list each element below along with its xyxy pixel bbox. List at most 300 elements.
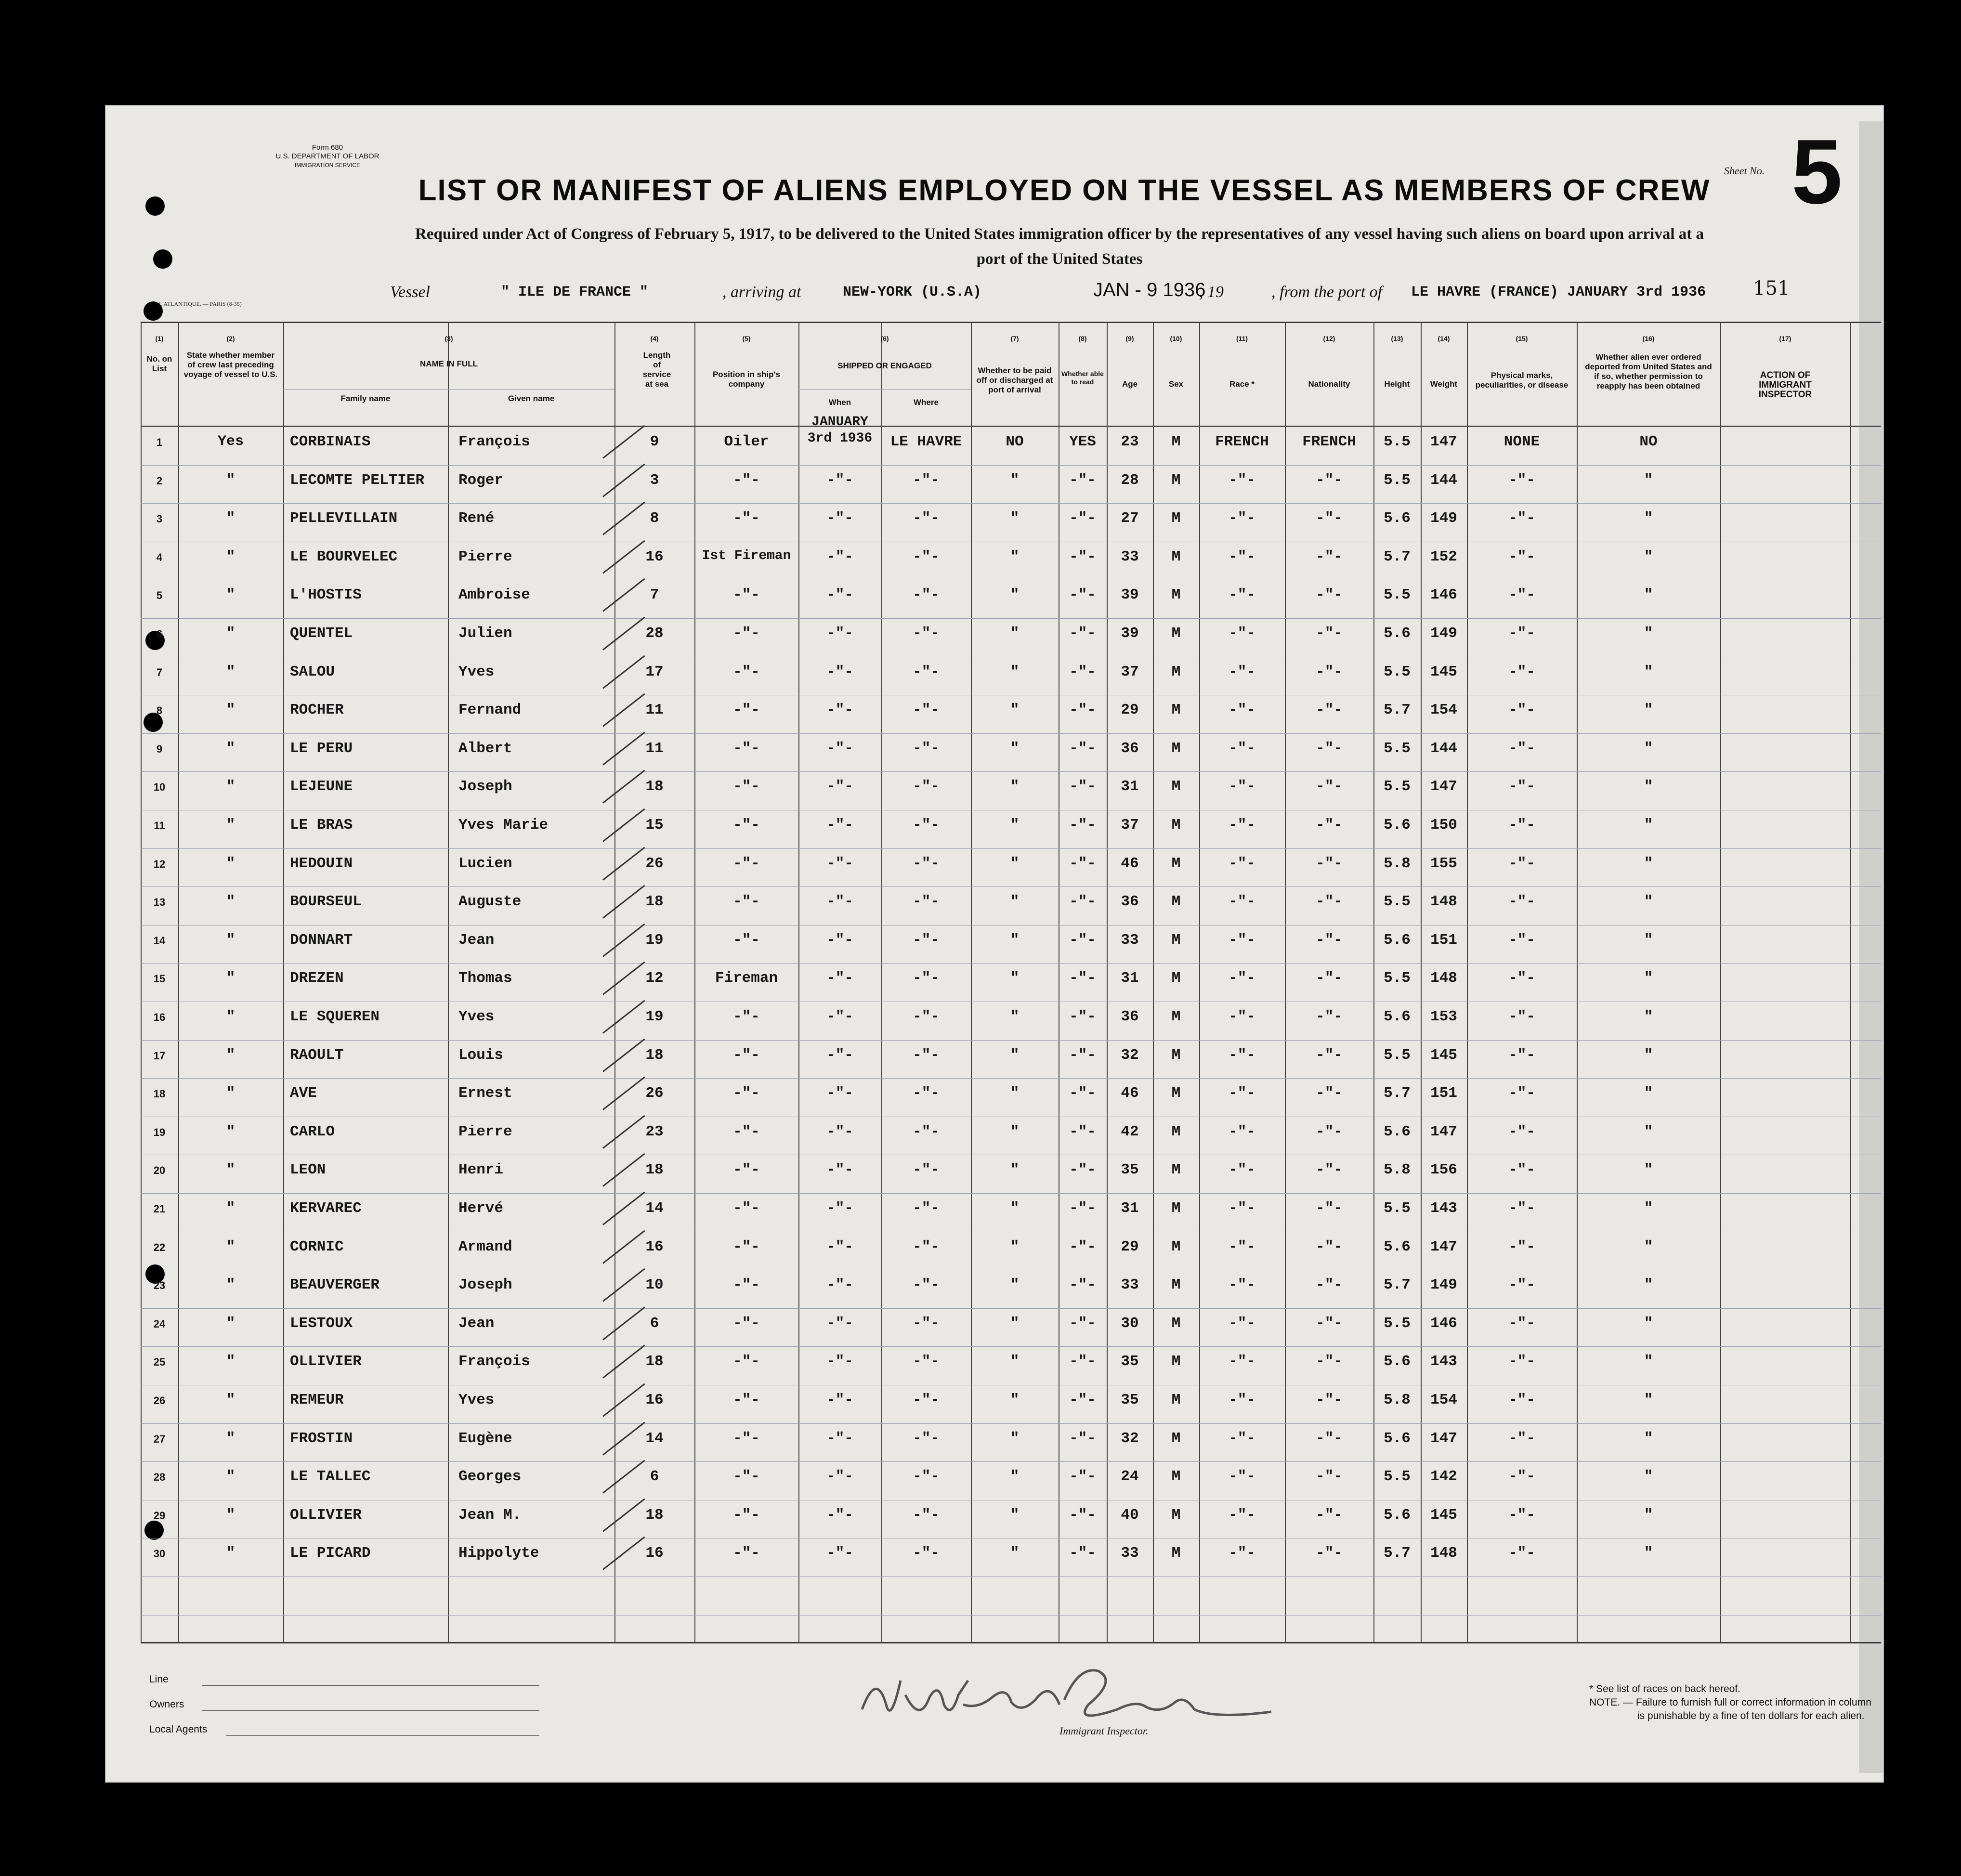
service-years: 6 [650, 1315, 659, 1332]
service-years: 17 [645, 664, 664, 680]
physical-marks: -"- [1508, 1085, 1535, 1102]
row-rule [141, 1078, 1881, 1079]
row-number: 21 [153, 1203, 166, 1215]
age: 32 [1121, 1430, 1139, 1447]
row-rule [141, 322, 1881, 323]
paid-off: " [1010, 1085, 1020, 1102]
row-number: 5 [156, 589, 163, 601]
able-to-read: -"- [1069, 472, 1096, 489]
height: 5.8 [1384, 855, 1411, 872]
row-number: 30 [153, 1548, 166, 1560]
weight: 143 [1430, 1353, 1457, 1370]
height: 5.7 [1384, 1085, 1411, 1102]
shipped-when: JANUARY 3rd 1936 [807, 415, 873, 446]
physical-marks: -"- [1508, 932, 1535, 949]
previous-voyage: " [226, 1392, 235, 1408]
row-number: 2 [156, 475, 163, 487]
service-years: 16 [645, 1545, 664, 1562]
height: 5.7 [1384, 548, 1411, 565]
printer-note: L'ATLANTIQUE. — PARIS (8-35) [159, 300, 242, 307]
shipped-where: -"- [913, 1008, 940, 1025]
height: 5.6 [1384, 1123, 1411, 1140]
age: 42 [1121, 1123, 1139, 1140]
position: -"- [733, 893, 760, 910]
height: 5.6 [1384, 1353, 1411, 1370]
row-number: 22 [153, 1241, 166, 1253]
shipped-where: -"- [913, 1200, 940, 1217]
deported: " [1644, 855, 1653, 872]
shipped-when: -"- [826, 1008, 853, 1025]
row-rule [798, 389, 971, 390]
weight: 146 [1430, 1315, 1457, 1332]
shipped-when: -"- [826, 893, 853, 910]
service-years: 11 [645, 702, 664, 718]
service-years: 19 [645, 932, 664, 949]
department: U.S. DEPARTMENT OF LABOR [275, 152, 379, 160]
col3-family-header: Family name [340, 394, 391, 403]
service-years: 16 [645, 1238, 664, 1255]
sheet-number: 5 [1791, 121, 1843, 223]
service-years: 6 [650, 1468, 659, 1485]
physical-marks: -"- [1508, 893, 1535, 910]
shipped-when: -"- [826, 932, 853, 949]
nationality: FRENCH [1302, 433, 1356, 450]
able-to-read: -"- [1069, 778, 1096, 795]
age: 33 [1121, 1277, 1139, 1293]
row-number: 10 [153, 781, 166, 793]
deported: " [1644, 740, 1653, 757]
row-number: 12 [153, 858, 166, 870]
paid-off: " [1010, 855, 1020, 872]
family-name: LE TALLEC [290, 1468, 371, 1485]
paid-off: " [1010, 1545, 1020, 1562]
from-port: LE HAVRE (FRANCE) JANUARY 3rd 1936 [1411, 284, 1706, 300]
deported: " [1644, 1315, 1653, 1332]
row-number: 23 [153, 1279, 166, 1291]
shipped-where: -"- [913, 1123, 940, 1140]
family-name: QUENTEL [290, 625, 353, 642]
sex: M [1171, 1277, 1181, 1293]
race: -"- [1229, 932, 1255, 949]
family-name: LE PICARD [290, 1545, 371, 1562]
weight: 143 [1430, 1200, 1457, 1217]
position: Ist Fireman [702, 548, 791, 563]
deported: " [1644, 1353, 1653, 1370]
race: -"- [1229, 970, 1255, 987]
deported: " [1644, 1507, 1653, 1524]
nationality: -"- [1316, 1468, 1343, 1485]
col3-given-header: Given name [508, 394, 555, 403]
age: 31 [1121, 1200, 1139, 1217]
height: 5.6 [1384, 817, 1411, 834]
service-years: 14 [645, 1430, 664, 1447]
weight: 142 [1430, 1468, 1457, 1485]
weight: 153 [1430, 1008, 1457, 1025]
row-number: 28 [153, 1471, 166, 1483]
col4-header: Length of service at sea [642, 351, 671, 389]
col4-number: (4) [650, 335, 659, 342]
paid-off: " [1010, 1200, 1020, 1217]
paid-off: " [1010, 817, 1020, 834]
family-name: FROSTIN [290, 1430, 353, 1447]
age: 33 [1121, 932, 1139, 949]
physical-marks: -"- [1508, 510, 1535, 527]
vessel-line [154, 279, 1840, 303]
crew-table [141, 322, 1881, 1642]
local-agents-label: Local Agents [149, 1724, 208, 1735]
able-to-read: -"- [1069, 510, 1096, 527]
able-to-read: -"- [1069, 1123, 1096, 1140]
able-to-read: -"- [1069, 932, 1096, 949]
row-rule [141, 733, 1881, 734]
deported: " [1644, 548, 1653, 565]
shipped-when: -"- [826, 1353, 853, 1370]
shipped-when: -"- [826, 1085, 853, 1102]
given-name: Ambroise [458, 586, 530, 603]
line-label: Line [149, 1674, 169, 1685]
physical-marks: -"- [1508, 740, 1535, 757]
sex: M [1171, 1238, 1181, 1255]
able-to-read: -"- [1069, 893, 1096, 910]
shipped-when: -"- [826, 970, 853, 987]
row-number: 6 [156, 628, 163, 640]
shipped-where: -"- [913, 1353, 940, 1370]
shipped-where: -"- [913, 625, 940, 642]
weight: 151 [1430, 932, 1457, 949]
shipped-where: -"- [913, 1085, 940, 1102]
able-to-read: -"- [1069, 1008, 1096, 1025]
nationality: -"- [1316, 778, 1343, 795]
weight: 149 [1430, 1277, 1457, 1293]
physical-marks: -"- [1508, 778, 1535, 795]
sex: M [1171, 1353, 1181, 1370]
race: -"- [1229, 1430, 1255, 1447]
position: -"- [733, 740, 760, 757]
shipped-where: -"- [913, 970, 940, 987]
paid-off: NO [1006, 433, 1024, 450]
sex: M [1171, 1008, 1181, 1025]
weight: 149 [1430, 625, 1457, 642]
arriving-port: NEW-YORK (U.S.A) [843, 284, 982, 300]
row-rule [141, 771, 1881, 772]
service-years: 7 [650, 586, 659, 603]
able-to-read: -"- [1069, 664, 1096, 680]
family-name: RAOULT [290, 1047, 344, 1064]
previous-voyage: " [226, 1123, 235, 1140]
weight: 149 [1430, 510, 1457, 527]
col6-when-header: When [828, 398, 851, 407]
sex: M [1171, 702, 1181, 718]
age: 35 [1121, 1161, 1139, 1178]
service-years: 11 [645, 740, 664, 757]
race: FRENCH [1215, 433, 1269, 450]
sex: M [1171, 855, 1181, 872]
height: 5.5 [1384, 778, 1411, 795]
shipped-where: -"- [913, 778, 940, 795]
row-number: 14 [153, 935, 166, 947]
family-name: LEJEUNE [290, 778, 353, 795]
previous-voyage: " [226, 970, 235, 987]
able-to-read: -"- [1069, 702, 1096, 718]
service: IMMIGRATION SERVICE [294, 162, 361, 169]
sex: M [1171, 1047, 1181, 1064]
given-name: Henri [458, 1161, 504, 1178]
shipped-where: -"- [913, 1161, 940, 1178]
sex: M [1171, 893, 1181, 910]
row-rule [141, 1346, 1881, 1347]
physical-marks: -"- [1508, 1545, 1535, 1562]
races-note: * See list of races on back hereof. [1589, 1683, 1741, 1694]
previous-voyage: " [226, 1315, 235, 1332]
given-name: Albert [458, 740, 512, 757]
age: 36 [1121, 1008, 1139, 1025]
service-years: 18 [645, 778, 664, 795]
family-name: DONNART [290, 932, 353, 949]
punch-hole [145, 196, 165, 216]
previous-voyage: " [226, 1353, 235, 1370]
shipped-when: -"- [826, 472, 853, 489]
height: 5.7 [1384, 1545, 1411, 1562]
race: -"- [1229, 893, 1255, 910]
position: -"- [733, 1008, 760, 1025]
paid-off: " [1010, 778, 1020, 795]
deported: " [1644, 1161, 1653, 1178]
subtitle [260, 221, 1859, 272]
row-number: 18 [153, 1088, 166, 1100]
race: -"- [1229, 1047, 1255, 1064]
sex: M [1171, 1392, 1181, 1408]
row-number: 15 [153, 973, 166, 985]
family-name: PELLEVILLAIN [290, 510, 398, 527]
able-to-read: -"- [1069, 1277, 1096, 1293]
given-name: Julien [458, 625, 512, 642]
row-number: 13 [153, 896, 166, 908]
sex: M [1171, 932, 1181, 949]
service-years: 18 [645, 1161, 664, 1178]
shipped-when: -"- [826, 1430, 853, 1447]
vessel-name: " ILE DE FRANCE " [501, 284, 649, 300]
weight: 148 [1430, 1545, 1457, 1562]
row-number: 4 [156, 551, 163, 563]
deported: " [1644, 510, 1653, 527]
row-number: 3 [156, 513, 163, 525]
age: 27 [1121, 510, 1139, 527]
shipped-when: -"- [826, 625, 853, 642]
age: 37 [1121, 817, 1139, 834]
service-years: 8 [650, 510, 659, 527]
row-number: 27 [153, 1433, 166, 1445]
physical-marks: -"- [1508, 625, 1535, 642]
sex: M [1171, 1315, 1181, 1332]
paid-off: " [1010, 1353, 1020, 1370]
weight: 144 [1430, 472, 1457, 489]
col7-header: Whether to be paid off or discharged at port of arrival [976, 366, 1053, 394]
service-years: 9 [650, 433, 659, 450]
able-to-read: -"- [1069, 1430, 1096, 1447]
physical-marks: -"- [1508, 1238, 1535, 1255]
immigrant-inspector-label: Immigrant Inspector. [1059, 1725, 1149, 1737]
paid-off: " [1010, 586, 1020, 603]
column-rule [1720, 322, 1721, 1642]
position: -"- [733, 778, 760, 795]
subtitle-line-1: Required under Act of Congress of February 5, 1917, to be delivered to the United States immigration officer by the representatives of any vessel having such aliens on board upon arrival at a [415, 225, 1704, 243]
age: 29 [1121, 1238, 1139, 1255]
physical-marks: -"- [1508, 1277, 1535, 1293]
position: -"- [733, 1277, 760, 1293]
paid-off: " [1010, 932, 1020, 949]
deported: " [1644, 1123, 1653, 1140]
sex: M [1171, 548, 1181, 565]
nationality: -"- [1316, 1277, 1343, 1293]
height: 5.6 [1384, 932, 1411, 949]
col6-where-header: Where [914, 398, 939, 407]
weight: 148 [1430, 893, 1457, 910]
race: -"- [1229, 1008, 1255, 1025]
col9-header: Age [1122, 379, 1138, 389]
physical-marks: -"- [1508, 1008, 1535, 1025]
weight: 147 [1430, 433, 1457, 450]
col11-header: Race * [1229, 379, 1255, 389]
sex: M [1171, 970, 1181, 987]
row-rule [141, 963, 1881, 964]
col14-header: Weight [1430, 379, 1458, 389]
shipped-where: -"- [913, 548, 940, 565]
year-label: , 19 [1199, 283, 1224, 301]
row-number: 20 [153, 1164, 166, 1176]
paid-off: " [1010, 1047, 1020, 1064]
nationality: -"- [1316, 510, 1343, 527]
shipped-when: -"- [826, 1161, 853, 1178]
deported: " [1644, 1468, 1653, 1485]
position: -"- [733, 664, 760, 680]
given-name: Pierre [458, 548, 512, 565]
col15-number: (15) [1516, 335, 1528, 342]
col14-number: (14) [1438, 335, 1450, 342]
sex: M [1171, 1468, 1181, 1485]
family-name: HEDOUIN [290, 855, 353, 872]
position: Oiler [724, 433, 769, 450]
able-to-read: -"- [1069, 1315, 1096, 1332]
given-name: Fernand [458, 702, 522, 718]
position: -"- [733, 1315, 760, 1332]
age: 37 [1121, 664, 1139, 680]
sex: M [1171, 1123, 1181, 1140]
height: 5.6 [1384, 1008, 1411, 1025]
previous-voyage: " [226, 702, 235, 718]
paid-off: " [1010, 740, 1020, 757]
sex: M [1171, 625, 1181, 642]
height: 5.5 [1384, 1468, 1411, 1485]
col1-header: No. on List [146, 354, 172, 373]
arrival-date-stamp: JAN - 9 1936 [1093, 279, 1206, 300]
given-name: Yves Marie [458, 817, 549, 834]
shipped-when: -"- [826, 1200, 853, 1217]
row-rule [141, 1308, 1881, 1309]
shipped-where: -"- [913, 510, 940, 527]
position: -"- [733, 1161, 760, 1178]
given-name: Hervé [458, 1200, 504, 1217]
col12-header: Nationality [1308, 379, 1350, 389]
weight: 154 [1430, 702, 1457, 718]
age: 31 [1121, 970, 1139, 987]
weight: 151 [1430, 1085, 1457, 1102]
height: 5.5 [1384, 1047, 1411, 1064]
position: -"- [733, 1200, 760, 1217]
nationality: -"- [1316, 1200, 1343, 1217]
physical-marks: -"- [1508, 817, 1535, 834]
age: 23 [1121, 433, 1139, 450]
family-name: LE BRAS [290, 817, 353, 834]
deported: " [1644, 1277, 1653, 1293]
position: -"- [733, 817, 760, 834]
previous-voyage: " [226, 932, 235, 949]
shipped-when: -"- [826, 1123, 853, 1140]
family-name: DREZEN [290, 970, 344, 987]
col6-header: SHIPPED OR ENGAGED [837, 361, 932, 370]
family-name: AVE [290, 1085, 317, 1102]
paid-off: " [1010, 1008, 1020, 1025]
row-number: 9 [156, 743, 163, 755]
able-to-read: -"- [1069, 1047, 1096, 1064]
height: 5.5 [1384, 472, 1411, 489]
race: -"- [1229, 586, 1255, 603]
row-rule [141, 1576, 1881, 1577]
row-number: 26 [153, 1394, 166, 1407]
shipped-where: -"- [913, 1468, 940, 1485]
sex: M [1171, 1507, 1181, 1524]
arriving-label: , arriving at [722, 283, 801, 301]
given-name: Pierre [458, 1123, 512, 1140]
race: -"- [1229, 1085, 1255, 1102]
given-name: René [458, 510, 495, 527]
previous-voyage: " [226, 1200, 235, 1217]
deported: " [1644, 932, 1653, 949]
physical-marks: -"- [1508, 1123, 1535, 1140]
shipped-where: -"- [913, 586, 940, 603]
previous-voyage: " [226, 625, 235, 642]
shipped-when: -"- [826, 1468, 853, 1485]
height: 5.5 [1384, 970, 1411, 987]
given-name: Jean M. [458, 1507, 522, 1524]
owners-label: Owners [149, 1699, 184, 1710]
row-number: 11 [154, 820, 165, 832]
nationality: -"- [1316, 1123, 1343, 1140]
form-id-block [250, 143, 405, 169]
family-name: LESTOUX [290, 1315, 353, 1332]
given-name: Joseph [458, 1277, 512, 1293]
nationality: -"- [1316, 1085, 1343, 1102]
position: -"- [733, 702, 760, 718]
fine-note-2: is punishable by a fine of ten dollars for each alien. [1637, 1710, 1865, 1721]
nationality: -"- [1316, 1545, 1343, 1562]
nationality: -"- [1316, 1430, 1343, 1447]
shipped-where: -"- [913, 472, 940, 489]
deported: " [1644, 472, 1653, 489]
family-name: L'HOSTIS [290, 586, 362, 603]
service-years: 19 [645, 1008, 664, 1025]
shipped-when: -"- [826, 1047, 853, 1064]
nationality: -"- [1316, 817, 1343, 834]
weight: 147 [1430, 1238, 1457, 1255]
nationality: -"- [1316, 970, 1343, 987]
previous-voyage: Yes [217, 433, 244, 450]
paid-off: " [1010, 548, 1020, 565]
shipped-when: -"- [826, 740, 853, 757]
family-name: LE SQUEREN [290, 1008, 380, 1025]
deported: NO [1639, 433, 1658, 450]
sex: M [1171, 433, 1181, 450]
shipped-when: -"- [826, 664, 853, 680]
